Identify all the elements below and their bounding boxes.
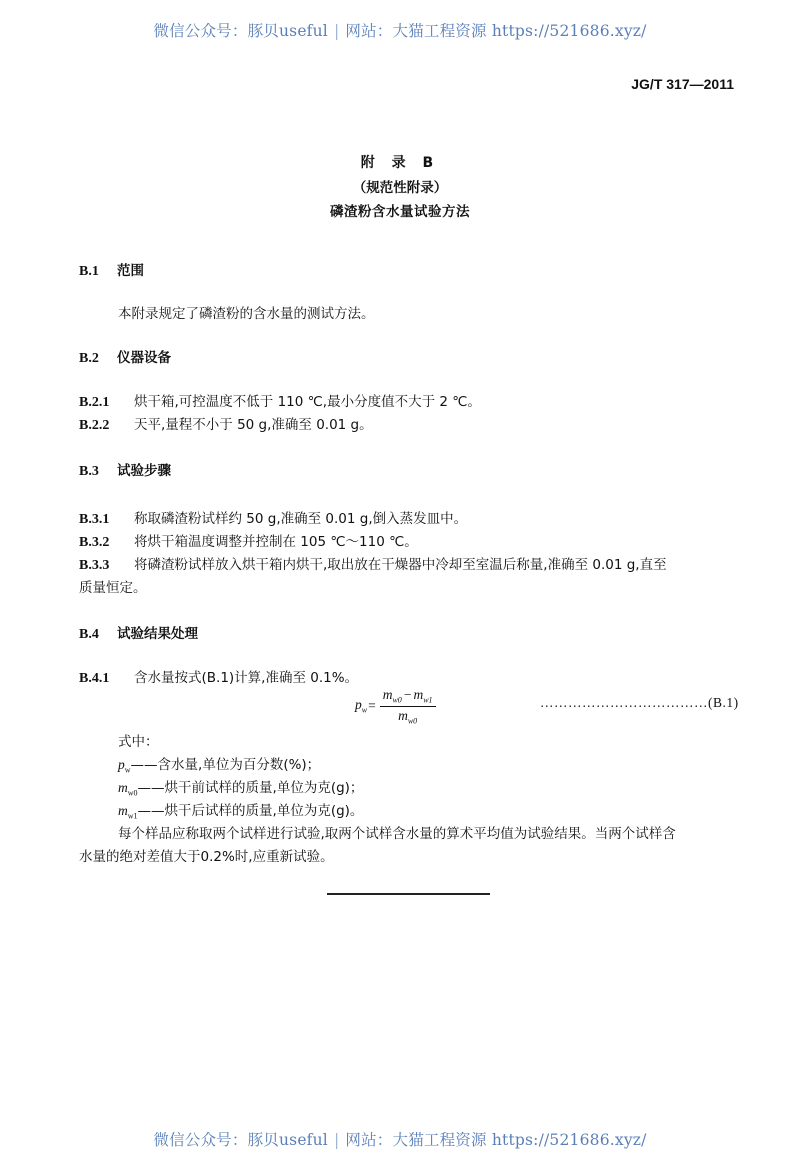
clause-number: B.3.1 <box>79 512 110 527</box>
formula-numerator: $m_{w0} - m_{w1}$ <box>380 687 436 707</box>
clause-b21 <box>79 390 481 411</box>
clause-b41 <box>79 666 358 687</box>
section-title: 范围 <box>117 263 144 279</box>
watermark-left: 微信公众号：豚贝useful <box>153 1131 328 1149</box>
watermark-separator: | <box>333 1131 340 1149</box>
section-number: B.4 <box>79 627 99 642</box>
watermark-separator: | <box>333 22 340 40</box>
annex-type: （规范性附录） <box>352 180 448 196</box>
clause-text: 称取磷渣粉试样约 50 g,准确至 0.01 g,倒入蒸发皿中。 <box>134 511 468 527</box>
conclusion-text: 每个样品应称取两个试样进行试验,取两个试样含水量的算术平均值为试验结果。当两个试样含 <box>118 826 676 842</box>
clause-number: B.3.3 <box>79 558 110 573</box>
clause-text: 天平,量程不小于 50 g,准确至 0.01 g。 <box>134 417 373 433</box>
clause-b31 <box>79 507 467 528</box>
clause-text: 含水量按式(B.1)计算,准确至 0.1%。 <box>134 670 359 686</box>
watermark-right: 网站：大猫工程资源 https://521686.xyz/ <box>345 22 647 40</box>
section-title: 试验步骤 <box>117 463 171 479</box>
section-title: 仪器设备 <box>117 350 171 366</box>
watermark-right: 网站：大猫工程资源 https://521686.xyz/ <box>345 1131 647 1149</box>
watermark-left: 微信公众号：豚贝useful <box>153 22 328 40</box>
clause-text: 将磷渣粉试样放入烘干箱内烘干,取出放在干燥器中冷却至室温后称量,准确至 0.01 g,直至 <box>134 557 667 573</box>
section-b3-heading <box>79 459 171 480</box>
variable-definition: $p_w——$含水量,单位为百分数(%)； <box>118 757 321 775</box>
clause-number: B.3.2 <box>79 535 110 550</box>
clause-b33 <box>79 553 667 574</box>
section-number: B.2 <box>79 351 99 366</box>
section-b1-heading <box>79 259 144 280</box>
clause-b32 <box>79 530 418 551</box>
clause-number: B.2.1 <box>79 395 110 410</box>
where-label: 式中： <box>118 734 159 750</box>
variable-definition: $m_{w1}——$烘干后试样的质量,单位为克(g)。 <box>118 803 364 821</box>
clause-number: B.2.2 <box>79 418 110 433</box>
section-number: B.3 <box>79 464 99 479</box>
variable-definition: $m_{w0}——$烘干前试样的质量,单位为克(g)； <box>118 780 364 798</box>
formula-b1: $p_w$ = $\frac{m_{w0} - m_{w1}}{m_{w0}}$ <box>355 688 436 724</box>
watermark-bottom <box>0 1128 800 1150</box>
clause-text: 将烘干箱温度调整并控制在 105 ℃～110 ℃。 <box>134 534 418 550</box>
formula-lhs: $p_w$ <box>355 697 368 715</box>
clause-b22 <box>79 413 373 434</box>
watermark-top <box>0 19 800 41</box>
clause-text: 烘干箱,可控温度不低于 110 ℃,最小分度值不大于 2 ℃。 <box>134 394 481 410</box>
conclusion-text-continuation: 水量的绝对差值大于0.2%时,应重新试验。 <box>79 849 334 865</box>
clause-b33-continuation: 质量恒定。 <box>79 580 147 596</box>
section-b2-heading <box>79 346 171 367</box>
equation-reference: ………………………………(B.1) <box>540 695 739 710</box>
clause-number: B.4.1 <box>79 671 110 686</box>
annex-name: 磷渣粉含水量试验方法 <box>330 204 470 220</box>
formula-fraction <box>380 687 436 725</box>
section-b1-body: 本附录规定了磷渣粉的含水量的测试方法。 <box>118 306 375 322</box>
annex-title: 附 录 B <box>360 155 440 171</box>
standard-code: JG/T 317—2011 <box>631 76 734 92</box>
formula-denominator: $m_{w0}$ <box>398 707 418 726</box>
section-b4-heading <box>79 622 198 643</box>
section-title: 试验结果处理 <box>117 626 198 642</box>
section-number: B.1 <box>79 264 99 279</box>
end-rule-divider <box>327 893 490 895</box>
